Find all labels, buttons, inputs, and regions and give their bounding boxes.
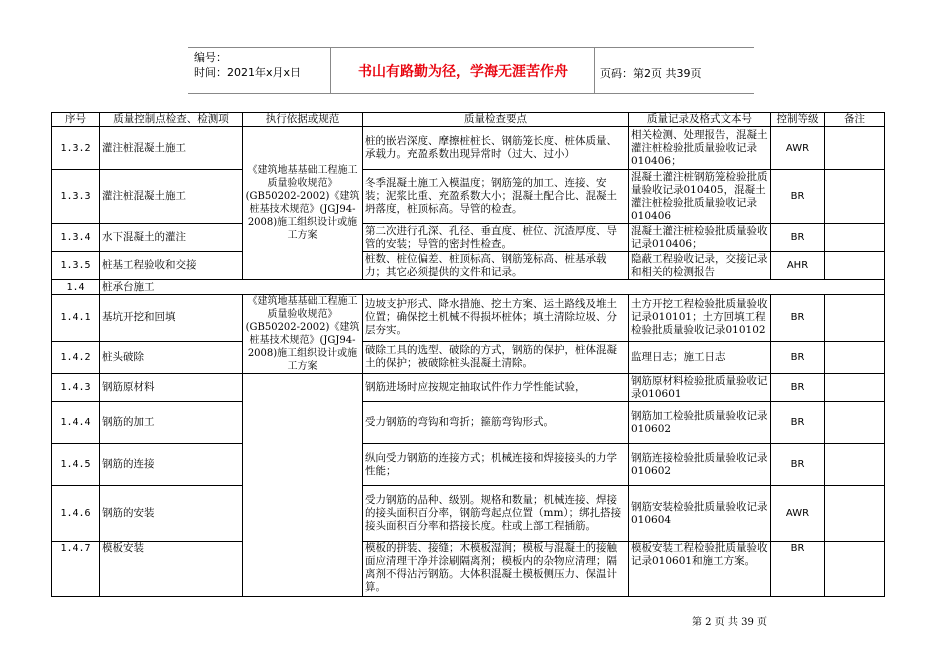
row-remark xyxy=(825,295,885,342)
row-basis: 《建筑地基基础工程施工质量验收规范》(GB50202-2002)《建筑桩基技术规范》(JGJ94-2008)施工组织设计或施工方案 xyxy=(243,295,363,374)
table-row xyxy=(52,486,885,542)
row-no: 1.4.5 xyxy=(52,444,100,486)
row-item: 钢筋的加工 xyxy=(100,402,243,444)
doc-time-label: 时间：2021年x月x日 xyxy=(194,66,302,79)
row-level: AHR xyxy=(771,252,825,280)
header-meta xyxy=(194,50,301,80)
row-remark xyxy=(825,374,885,402)
row-no: 1.3.5 xyxy=(52,252,100,280)
section-no: 1.4 xyxy=(52,280,100,295)
col-header-item: 质量控制点检查、检测项 xyxy=(100,113,243,127)
row-remark xyxy=(825,224,885,252)
table-row xyxy=(52,127,885,170)
row-record: 混凝土灌注桩钢筋笼检验批质量验收记录010405，混凝土灌注桩检验批质量验收记录010406 xyxy=(629,170,771,224)
row-level: BR xyxy=(771,374,825,402)
col-header-points: 质量检查要点 xyxy=(363,113,629,127)
row-level: BR xyxy=(771,542,825,597)
header-divider xyxy=(330,47,331,93)
row-level: BR xyxy=(771,224,825,252)
row-item: 水下混凝土的灌注 xyxy=(100,224,243,252)
row-remark xyxy=(825,542,885,597)
table-row xyxy=(52,374,885,402)
table-header-row xyxy=(52,113,885,127)
row-record: 钢筋原材料检验批质量验收记录010601 xyxy=(629,374,771,402)
row-level: BR xyxy=(771,295,825,342)
row-remark xyxy=(825,170,885,224)
row-item: 模板安装 xyxy=(100,542,243,597)
row-points: 桩数、桩位偏差、桩顶标高、钢筋笼标高、桩基承载力；其它必须提供的文件和记录。 xyxy=(363,252,629,280)
row-record: 混凝土灌注桩检验批质量验收记录010406； xyxy=(629,224,771,252)
row-points: 边坡支护形式、降水措施、挖土方案、运土路线及堆土位置；确保挖土机械不得损坏桩体；填土清除垃圾、分层夯实。 xyxy=(363,295,629,342)
row-item: 基坑开挖和回填 xyxy=(100,295,243,342)
row-record: 隐蔽工程验收记录，交接记录和相关的检测报告 xyxy=(629,252,771,280)
row-record: 相关检测、处理报告，混凝土灌注桩检验批质量验收记录010406； xyxy=(629,127,771,170)
table-row xyxy=(52,341,885,373)
row-points: 第二次进行孔深、孔径、垂直度、桩位、沉渣厚度、导管的安装；导管的密封性检查。 xyxy=(363,224,629,252)
header-divider xyxy=(594,47,595,93)
row-no: 1.4.2 xyxy=(52,341,100,373)
row-remark xyxy=(825,252,885,280)
row-no: 1.3.3 xyxy=(52,170,100,224)
row-remark xyxy=(825,341,885,373)
page-footer: 第 2 页 共 39 页 xyxy=(692,617,767,628)
section-title: 桩承台施工 xyxy=(100,280,885,295)
row-points: 冬季混凝土施工入模温度；钢筋笼的加工、连接、安装；泥浆比重、充盈系数大小；混凝土配合比、混凝土坍落度，桩顶标高。导管的检查。 xyxy=(363,170,629,224)
row-level: BR xyxy=(771,444,825,486)
row-basis-empty xyxy=(243,374,363,597)
row-level: BR xyxy=(771,341,825,373)
row-level: AWR xyxy=(771,127,825,170)
col-header-basis: 执行依据或规范 xyxy=(243,113,363,127)
row-item: 桩基工程验收和交接 xyxy=(100,252,243,280)
row-no: 1.4.7 xyxy=(52,542,100,597)
row-points: 钢筋进场时应按规定抽取试件作力学性能试验， xyxy=(363,374,629,402)
table-row xyxy=(52,295,885,342)
row-record: 土方开挖工程检验批质量验收记录010101；土方回填工程检验批质量验收记录010102 xyxy=(629,295,771,342)
table-row xyxy=(52,542,885,597)
header-bottom-rule xyxy=(188,93,754,94)
table-row xyxy=(52,224,885,252)
row-level: BR xyxy=(771,170,825,224)
col-header-no: 序号 xyxy=(52,113,100,127)
col-header-level: 控制等级 xyxy=(771,113,825,127)
row-item: 灌注桩混凝土施工 xyxy=(100,170,243,224)
doc-number-label: 编号： xyxy=(194,51,227,64)
row-no: 1.3.2 xyxy=(52,127,100,170)
header-page-label: 页码：第2页 共39页 xyxy=(600,67,702,80)
row-points: 受力钢筋的弯钩和弯折；箍筋弯钩形式。 xyxy=(363,402,629,444)
table-row xyxy=(52,444,885,486)
row-points: 模板的拼装、接缝；木模板湿润；模板与混凝土的接触面应清理干净并涂刷隔离剂；模板内的杂物应清理；隔离剂不得沾污钢筋。大体积混凝土模板侧压力、保温计算。 xyxy=(363,542,629,597)
row-item: 钢筋的连接 xyxy=(100,444,243,486)
row-no: 1.4.6 xyxy=(52,486,100,542)
row-level: BR xyxy=(771,402,825,444)
header-motto: 书山有路勤为径，学海无涯苦作舟 xyxy=(358,64,568,80)
row-points: 受力钢筋的品种、级别。规格和数量；机械连接、焊接的接头面积百分率，钢筋弯起点位置（mm）；绑扎搭接接头面积百分率和搭接长度。柱或上部工程插筋。 xyxy=(363,486,629,542)
table-row xyxy=(52,170,885,224)
row-no: 1.4.3 xyxy=(52,374,100,402)
row-points: 破除工具的选型、破除的方式，钢筋的保护，桩体混凝土的保护；被破除桩头混凝土清除。 xyxy=(363,341,629,373)
row-level: AWR xyxy=(771,486,825,542)
row-points: 纵向受力钢筋的连接方式；机械连接和焊接接头的力学性能； xyxy=(363,444,629,486)
table-row xyxy=(52,252,885,280)
row-basis: 《建筑地基基础工程施工质量验收规范》(GB50202-2002)《建筑桩基技术规范》(JGJ94-2008)施工组织设计或施工方案 xyxy=(243,127,363,280)
row-record: 钢筋加工检验批质量验收记录010602 xyxy=(629,402,771,444)
row-remark xyxy=(825,402,885,444)
page-header xyxy=(188,47,754,93)
row-points: 桩的嵌岩深度、摩擦桩桩长、钢筋笼长度、桩体质量、承载力。充盈系数出现异常时（过大、过小） xyxy=(363,127,629,170)
row-remark xyxy=(825,444,885,486)
col-header-record: 质量记录及格式文本号 xyxy=(629,113,771,127)
row-no: 1.3.4 xyxy=(52,224,100,252)
row-no: 1.4.4 xyxy=(52,402,100,444)
section-row xyxy=(52,280,885,295)
table-row xyxy=(52,402,885,444)
row-remark xyxy=(825,127,885,170)
quality-control-table xyxy=(51,112,885,597)
row-item: 钢筋原材料 xyxy=(100,374,243,402)
row-remark xyxy=(825,486,885,542)
row-no: 1.4.1 xyxy=(52,295,100,342)
row-item: 钢筋的安装 xyxy=(100,486,243,542)
row-item: 灌注桩混凝土施工 xyxy=(100,127,243,170)
row-record: 钢筋安装检验批质量验收记录010604 xyxy=(629,486,771,542)
row-item: 桩头破除 xyxy=(100,341,243,373)
row-record: 钢筋连接检验批质量验收记录010602 xyxy=(629,444,771,486)
col-header-remark: 备注 xyxy=(825,113,885,127)
row-record: 监理日志；施工日志 xyxy=(629,341,771,373)
row-record: 模板安装工程检验批质量验收记录010601和施工方案。 xyxy=(629,542,771,597)
